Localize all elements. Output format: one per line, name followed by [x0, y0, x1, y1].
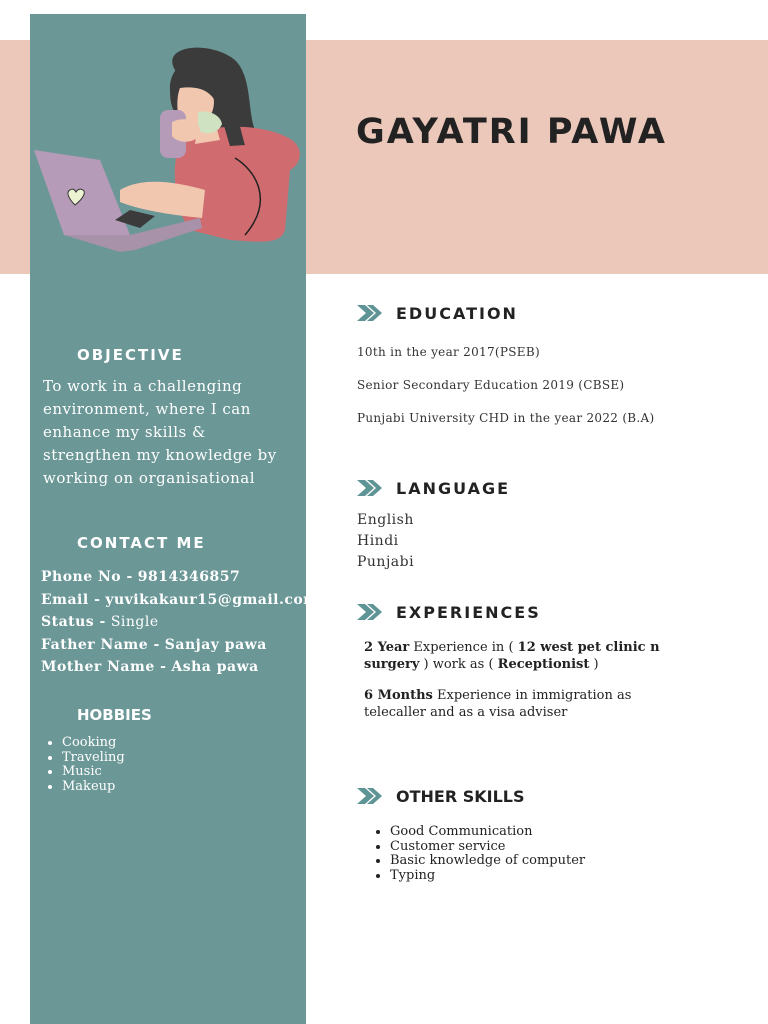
- objective-heading: OBJECTIVE: [77, 346, 184, 364]
- list-item: • Music: [62, 765, 125, 780]
- contact-phone-value: 9814346857: [137, 569, 241, 585]
- chevron-right-icon: [357, 785, 383, 807]
- contact-email-label: Email -: [41, 592, 101, 608]
- experience-text: ) work as (: [419, 657, 498, 672]
- experience-employer: 12 west pet clinic n surgery: [364, 640, 660, 672]
- experience-text: ): [589, 657, 599, 672]
- contact-mother: [41, 656, 259, 678]
- list-item: • Good Communication: [390, 825, 585, 840]
- language-title: LANGUAGE: [396, 478, 511, 498]
- contact-father: [41, 634, 267, 656]
- experience-duration: 2 Year: [364, 640, 410, 655]
- list-item: • Customer service: [390, 840, 585, 855]
- list-item: • Basic knowledge of computer: [390, 854, 585, 869]
- list-item: • Traveling: [62, 751, 125, 766]
- experience-text: Experience in (: [409, 640, 518, 655]
- contact-heading: CONTACT ME: [77, 534, 206, 552]
- contact-email: [41, 589, 319, 611]
- experiences-title: EXPERIENCES: [396, 602, 541, 622]
- experience-item: [364, 639, 664, 673]
- hobbies-list: [41, 736, 125, 794]
- contact-father-value: Sanjay pawa: [164, 637, 267, 653]
- objective-text: To work in a challenging environment, where I can enhance my skills & strengthen my knowledge by working on organisational: [43, 377, 277, 487]
- other-skills-heading: [357, 785, 525, 807]
- list-item: • Cooking: [62, 736, 125, 751]
- education-item: Senior Secondary Education 2019 (CBSE): [357, 378, 625, 392]
- language-heading: [357, 477, 510, 499]
- language-item: Punjabi: [357, 554, 415, 570]
- contact-mother-value: Asha pawa: [171, 659, 259, 675]
- contact-father-label: Father Name -: [41, 637, 160, 653]
- education-item: 10th in the year 2017(PSEB): [357, 345, 540, 359]
- experience-text: Experience in immigration as telecaller and as a visa adviser: [364, 688, 632, 720]
- contact-status: [41, 611, 159, 633]
- contact-phone: [41, 566, 240, 588]
- education-heading: [357, 302, 518, 324]
- contact-email-value: yuvikakaur15@gmail.com: [105, 592, 319, 608]
- experiences-heading: [357, 601, 541, 623]
- hobbies-heading: HOBBIES: [77, 706, 152, 724]
- contact-status-label: Status -: [41, 614, 106, 630]
- contact-status-value: Single: [110, 614, 159, 630]
- experience-role: Receptionist: [497, 657, 590, 672]
- candidate-name: GAYATRI PAWA: [356, 112, 667, 152]
- contact-mother-label: Mother Name -: [41, 659, 167, 675]
- experience-duration: 6 Months: [364, 688, 433, 703]
- list-item: • Makeup: [62, 780, 125, 795]
- list-item: • Typing: [390, 869, 585, 884]
- language-item: Hindi: [357, 533, 399, 549]
- education-item: Punjabi University CHD in the year 2022 (B.A): [357, 411, 655, 425]
- education-title: EDUCATION: [396, 303, 518, 323]
- contact-phone-label: Phone No -: [41, 569, 133, 585]
- chevron-right-icon: [357, 302, 383, 324]
- language-item: English: [357, 512, 414, 528]
- experience-item: [364, 687, 664, 721]
- other-skills-list: [372, 825, 585, 883]
- other-skills-title: OTHER SKILLS: [396, 786, 525, 806]
- chevron-right-icon: [357, 477, 383, 499]
- woman-with-laptop-illustration: [30, 40, 306, 270]
- chevron-right-icon: [357, 601, 383, 623]
